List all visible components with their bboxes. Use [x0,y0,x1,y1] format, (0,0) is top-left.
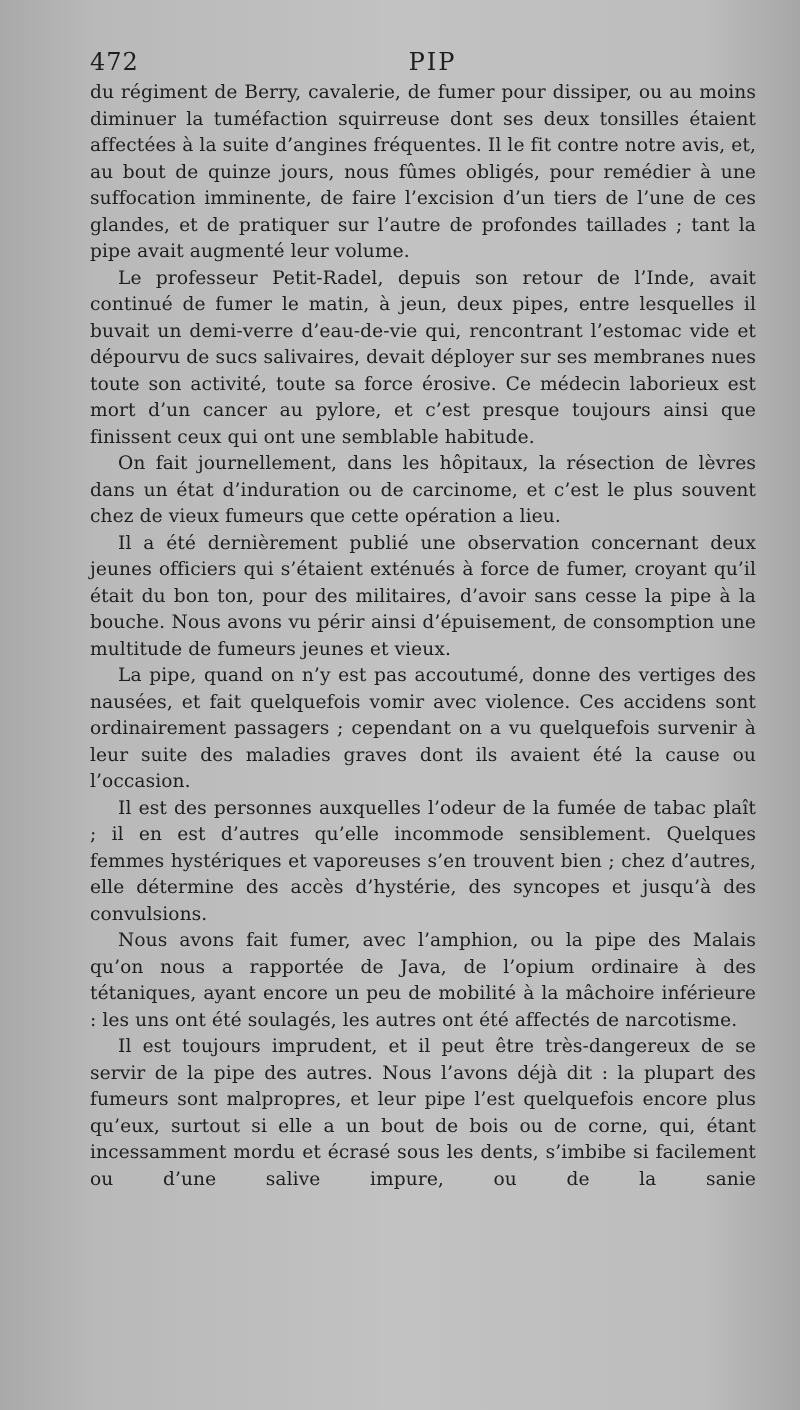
paragraph-3: On fait journellement, dans les hôpitaux, la résection de lèvres dans un état d’induration ou de carcinome, et c’est le plus souvent chez de vieux fumeurs que cette opération a lieu. [90,453,756,527]
page-header [90,48,755,82]
paragraph-2: Le professeur Petit-Radel, depuis son retour de l’Inde, avait continué de fumer le matin, à jeun, deux pipes, entre lesquelles il buvait un demi-verre d’eau-de-vie qui, rencontrant l’estomac vide et dépourvu de sucs salivaires, devait déployer sur ses membranes nues toute son activité, toute sa force érosive. Ce médecin laborieux est mort d’un cancer au pylore, et c’est presque toujours ainsi que finissent ceux qui ont une semblable habitude. [90,267,756,448]
paragraph-4: Il a été dernièrement publié une observation concernant deux jeunes officiers qui s’étaient exténués à force de fumer, croyant qu’il était du bon ton, pour des militaires, d’avoir sans cesse la pipe à la bouche. Nous avons vu périr ainsi d’épuisement, de consomption une multitude de fumeurs jeunes et vieux. [90,532,756,660]
paragraph-8: Il est toujours imprudent, et il peut être très-dangereux de se servir de la pipe des autres. Nous l’avons déjà dit : la plupart des fumeurs sont malpropres, et leur pipe l’est quelquefois encore plus qu’eux, surtout si elle a un bout de bois ou de corne, qui, étant incessamment mordu et écrasé sous les dents, s’imbibe si facilement ou d’une salive impure, ou de la sanie [90,1036,756,1190]
paragraph-1: du régiment de Berry, cavalerie, de fumer pour dissiper, ou au moins diminuer la tuméfaction squirreuse dont ses deux tonsilles étaient affectées à la suite d’angines fréquentes. Il le fit contre notre avis, et, au bout de quinze jours, nous fûmes obligés, pour remédier à une suffocation imminente, de faire l’excision d’un tiers de l’une de ces glandes, et de pratiquer sur l’autre de profondes taillades ; tant la pipe avait augmenté leur volume. [90,82,756,262]
paragraph-7: Nous avons fait fumer, avec l’amphion, ou la pipe des Malais qu’on nous a rapportée de Java, de l’opium ordinaire à des tétaniques, ayant encore un peu de mobilité à la mâchoire inférieure : les uns ont été soulagés, les autres ont été affectés de narcotisme. [90,930,756,1031]
paragraph-5: La pipe, quand on n’y est pas accoutumé, donne des vertiges des nausées, et fait quelquefois vomir avec violence. Ces accidens sont ordinairement passagers ; cependant on a vu quelquefois survenir à leur suite des maladies graves dont ils avaient été la cause ou l’occasion. [90,665,756,792]
running-title: PIP [408,48,457,76]
paragraph-6: Il est des personnes auxquelles l’odeur de la fumée de tabac plaît ; il en est d’autres qu’elle incommode sensiblement. Quelques femmes hystériques et vaporeuses s’en trouvent bien ; chez d’autres, elle détermine des accès d’hystérie, des syncopes et jusqu’à des convulsions. [90,797,756,925]
body-text [90,80,756,1193]
page-number: 472 [90,48,139,76]
